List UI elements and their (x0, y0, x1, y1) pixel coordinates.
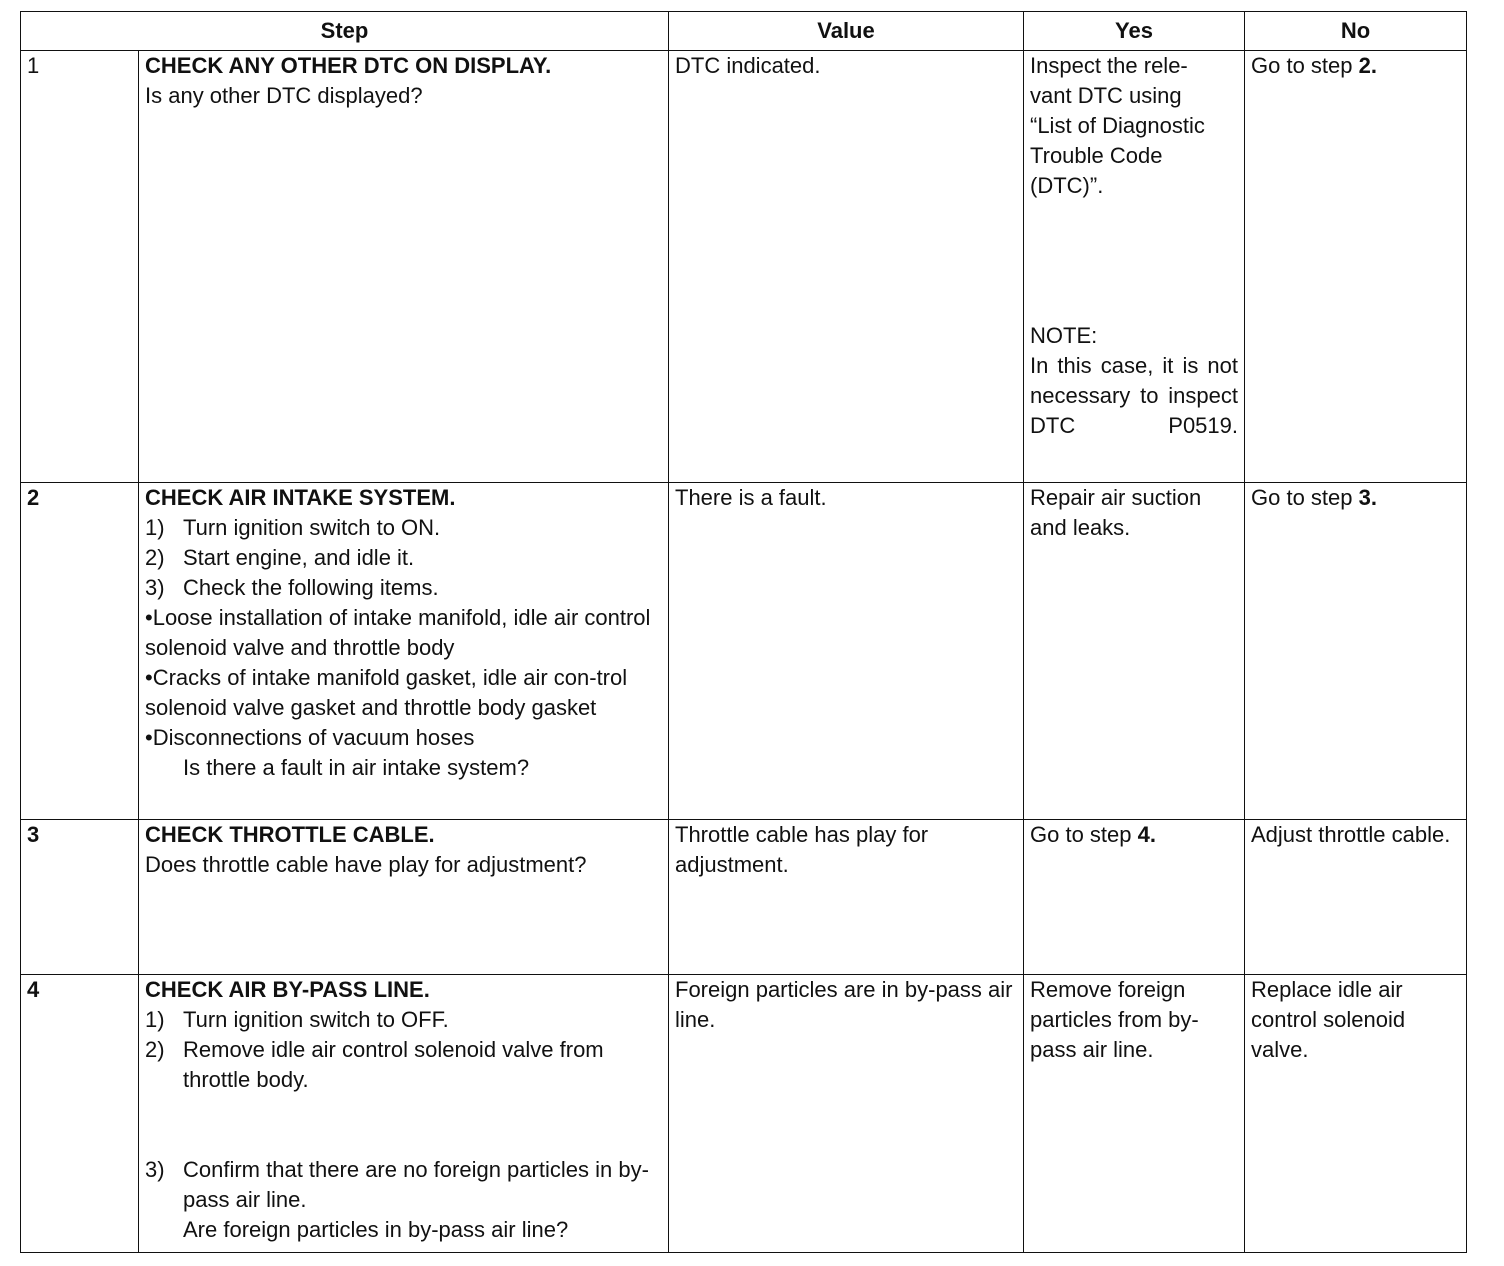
header-yes: Yes (1024, 12, 1245, 51)
table-row (21, 975, 1467, 1253)
header-no: No (1245, 12, 1467, 51)
step-title: CHECK THROTTLE CABLE. (145, 822, 435, 847)
header-row (21, 12, 1467, 51)
no-cell (1245, 483, 1467, 820)
header-value: Value (669, 12, 1024, 51)
value-cell: There is a fault. (669, 483, 1024, 820)
step-number: 1 (21, 51, 139, 483)
yes-cell: Repair air suction and leaks. (1024, 483, 1245, 820)
yes-line: (DTC)”. (1030, 173, 1104, 198)
step-question: Is there a fault in air intake system? (183, 755, 530, 780)
note-label: NOTE: (1030, 323, 1098, 348)
substep: 3) Confirm that there are no foreign particles in by-pass air line. (145, 1157, 649, 1212)
yes-prefix: Go to step (1030, 822, 1138, 847)
no-prefix: Go to step (1251, 53, 1359, 78)
step-cell (139, 820, 669, 975)
no-prefix: Go to step (1251, 485, 1359, 510)
yes-line: vant DTC using (1030, 83, 1182, 108)
substep: 1) Turn ignition switch to OFF. (145, 1007, 449, 1032)
bullet-item: •Cracks of intake manifold gasket, idle air con-trol solenoid valve gasket and throttle body gasket (145, 665, 628, 720)
yes-cell: Remove foreign particles from by-pass air line. (1024, 975, 1245, 1253)
step-question: Are foreign particles in by-pass air line? (183, 1217, 569, 1242)
yes-line: “List of Diagnostic (1030, 113, 1205, 138)
value-cell: DTC indicated. (669, 51, 1024, 483)
yes-line: Trouble Code (1030, 143, 1163, 168)
bullet-item: •Loose installation of intake manifold, idle air control solenoid valve and throttle body (145, 605, 651, 660)
bullet-item: •Disconnections of vacuum hoses (145, 725, 475, 750)
table-row (21, 483, 1467, 820)
step-title: CHECK ANY OTHER DTC ON DISPLAY. (145, 53, 552, 78)
step-number: 3 (21, 820, 139, 975)
value-cell: Throttle cable has play for adjustment. (669, 820, 1024, 975)
yes-cell (1024, 51, 1245, 483)
substep: 2) Remove idle air control solenoid valve from throttle body. (145, 1037, 604, 1092)
step-title: CHECK AIR BY-PASS LINE. (145, 977, 430, 1002)
no-cell (1245, 51, 1467, 483)
yes-line: Inspect the rele- (1030, 53, 1188, 78)
step-cell (139, 975, 669, 1253)
no-cell: Adjust throttle cable. (1245, 820, 1467, 975)
yes-target: 4. (1137, 822, 1156, 847)
substep: 3) Check the following items. (145, 575, 439, 600)
yes-cell (1024, 820, 1245, 975)
no-target: 2. (1358, 53, 1377, 78)
no-cell: Replace idle air control solenoid valve. (1245, 975, 1467, 1253)
table-row (21, 820, 1467, 975)
step-number: 2 (21, 483, 139, 820)
note-text: In this case, it is not necessary to inspect DTC P0519. (1030, 353, 1238, 438)
step-question: Is any other DTC displayed? (145, 83, 423, 108)
substep: 2) Start engine, and idle it. (145, 545, 415, 570)
value-cell: Foreign particles are in by-pass air line. (669, 975, 1024, 1253)
no-target: 3. (1358, 485, 1377, 510)
header-step: Step (21, 12, 669, 51)
step-cell (139, 51, 669, 483)
step-title: CHECK AIR INTAKE SYSTEM. (145, 485, 456, 510)
step-cell (139, 483, 669, 820)
diagnostic-table (20, 11, 1467, 1253)
substep: 1) Turn ignition switch to ON. (145, 515, 441, 540)
step-question: Does throttle cable have play for adjustment? (145, 852, 587, 877)
step-number: 4 (21, 975, 139, 1253)
table-row (21, 51, 1467, 483)
